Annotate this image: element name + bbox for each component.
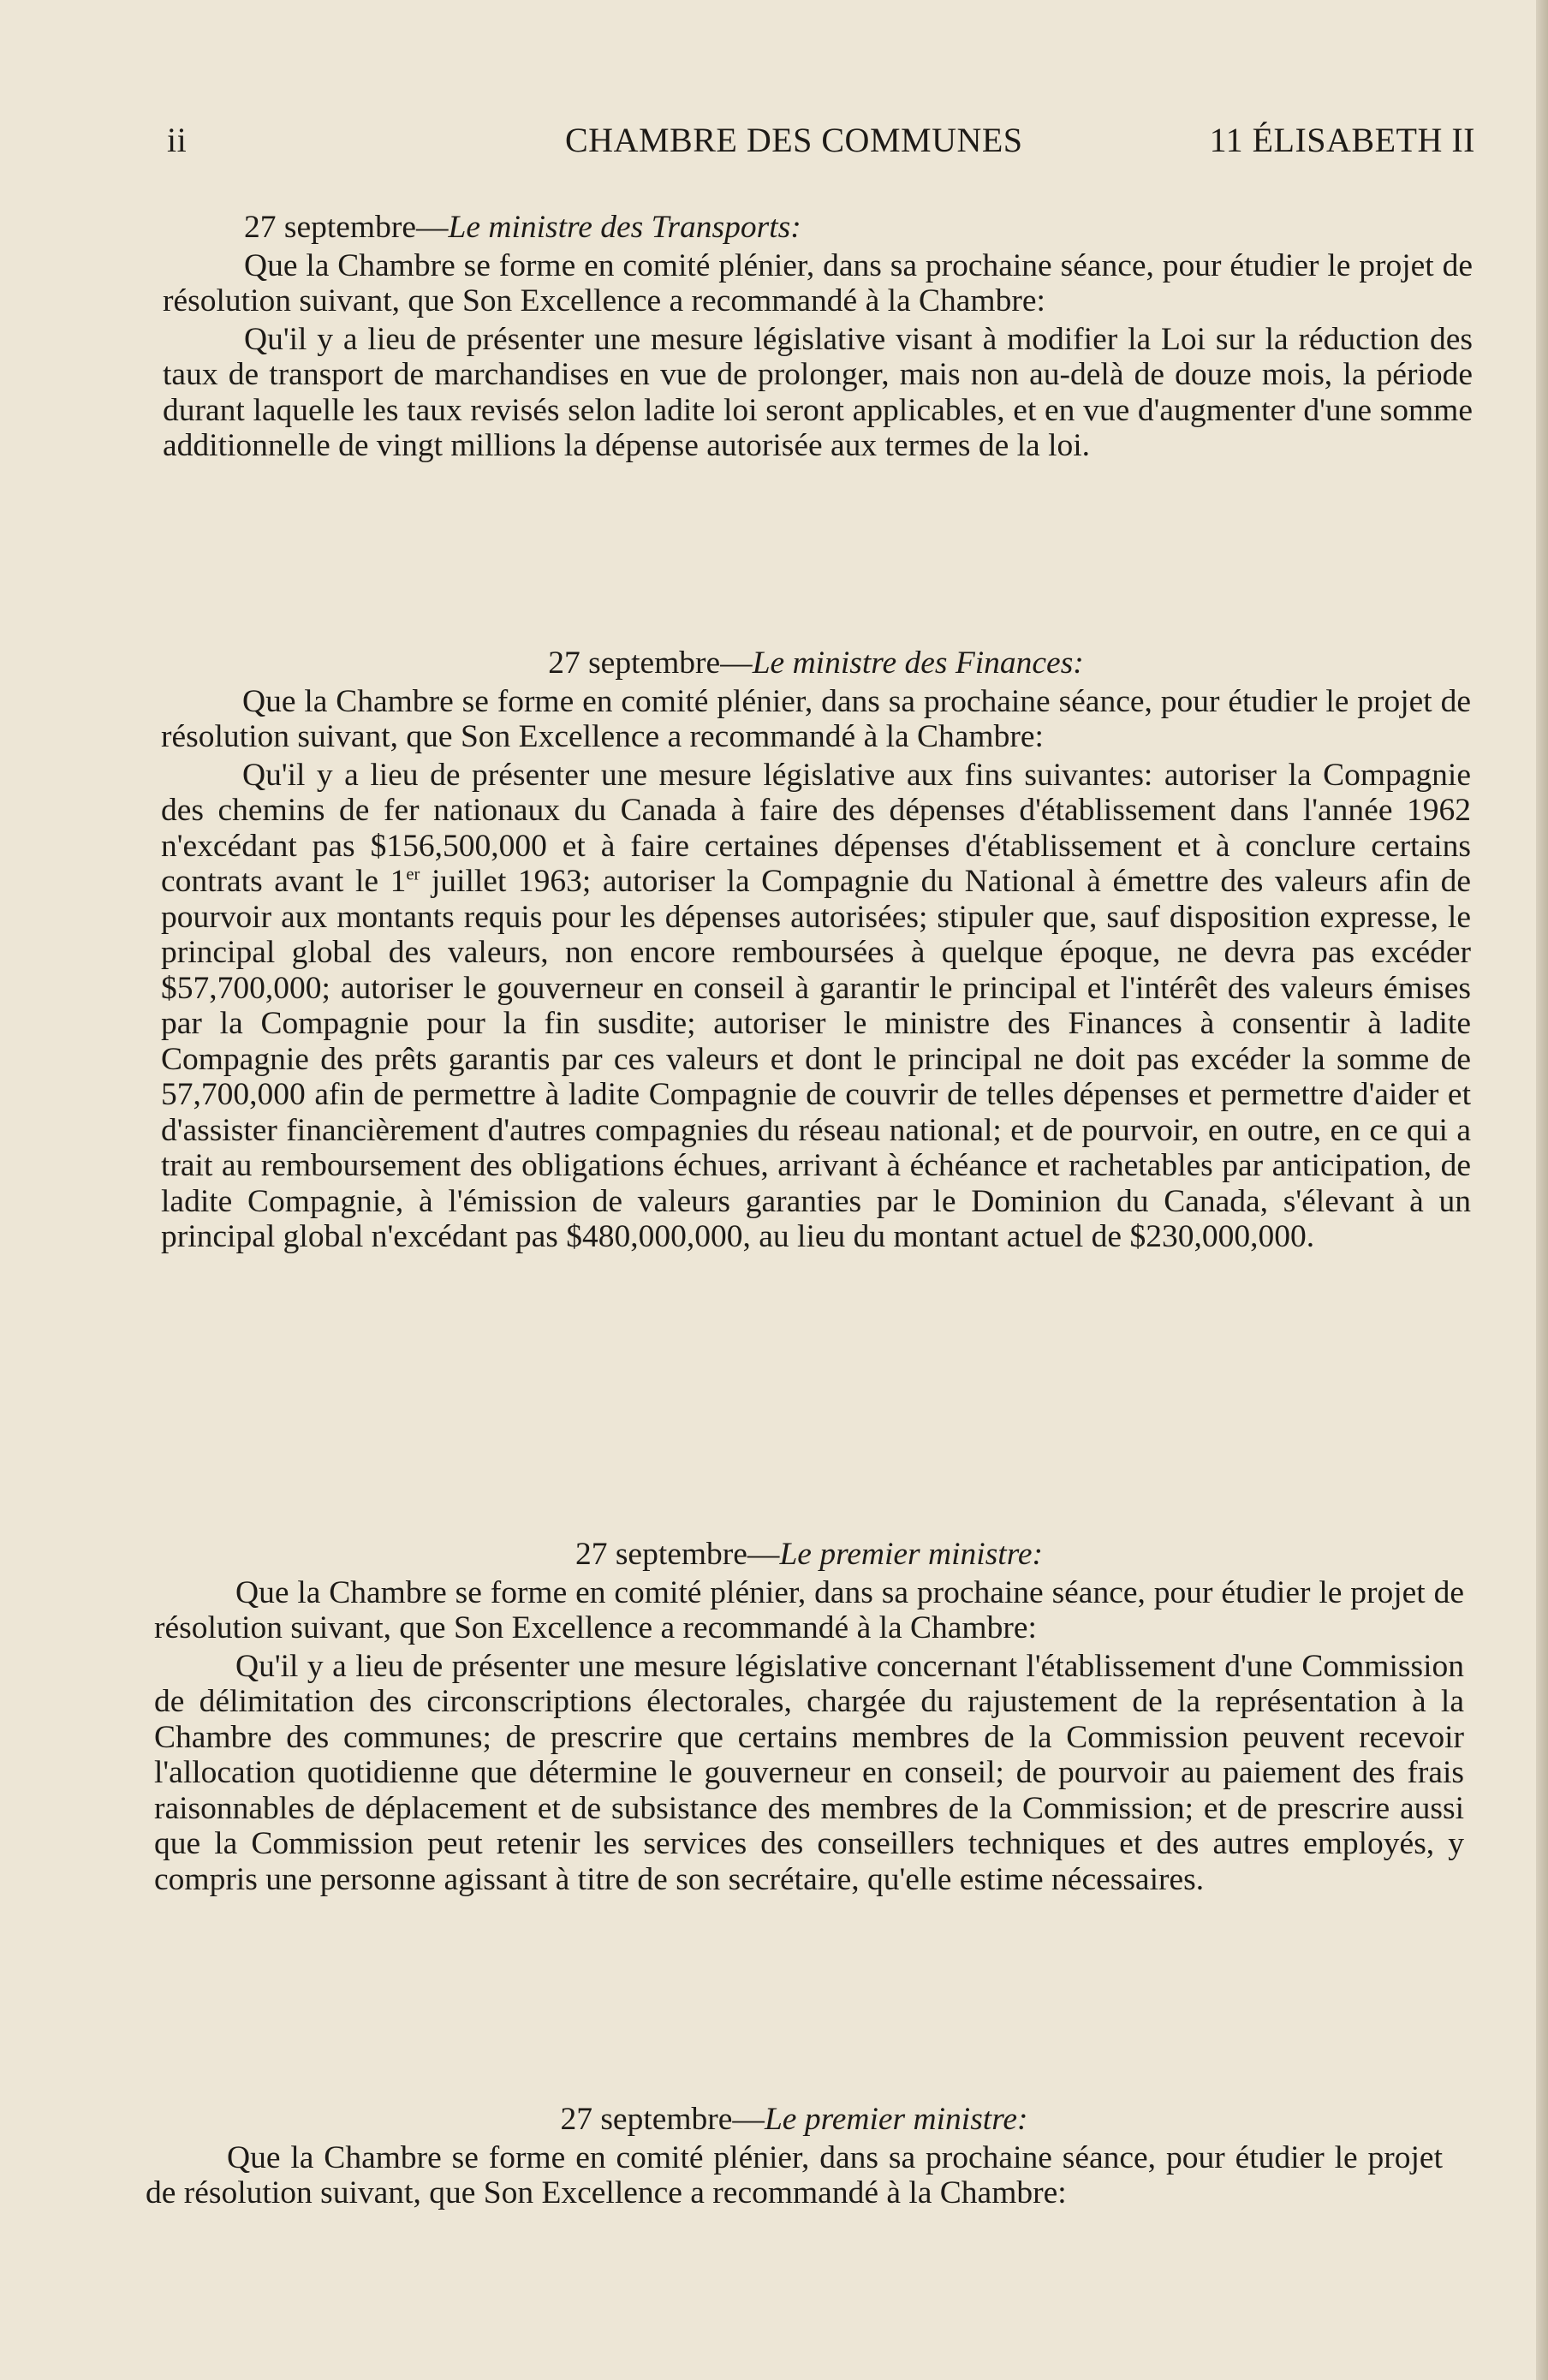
resolution-premier-ministre-2 xyxy=(146,2102,1443,2211)
header-reign: 11 ÉLISABETH II xyxy=(1209,121,1475,159)
resolution-heading xyxy=(163,210,1473,246)
ordinal-superscript: er xyxy=(406,865,420,884)
resolution-date: 27 septembre— xyxy=(548,646,753,681)
resolution-minister: Le ministre des Transports: xyxy=(448,210,801,245)
resolution-date: 27 septembre— xyxy=(244,210,449,245)
resolution-heading xyxy=(154,1537,1464,1573)
resolution-minister: Le ministre des Finances: xyxy=(752,646,1084,681)
resolution-body-part: juillet 1963; autoriser la Compagnie du National à émettre des valeurs afin de pourvoir aux montants requis pour les dépenses autorisées; stipuler que, sauf disposition expresse, le principal global des valeurs, non encore remboursées à quelque époque, ne devra pas excéder $57,700,000; autoriser le gouverneur en conseil à garantir le principal et l'intérêt des valeurs émises par la Compagnie pour la fin susdite; autoriser le ministre des Finances à consentir à ladite Compagnie des prêts garantis par ces valeurs et dont le principal ne doit pas excéder la somme de 57,700,000 afin de permettre à ladite Compagnie de couvrir de telles dépenses et permettre d'aider et d'assister financièrement d'autres compagnies du réseau national; et de pourvoir, en outre, en ce qui a trait au remboursement des obligations échues, arrivant à échéance et rachetables par anticipation, de ladite Compagnie, à l'émission de valeurs garanties par le Dominion du Canada, s'élevant à un principal global n'excédant pas $480,000,000, au lieu du montant actuel de $230,000,000. xyxy=(161,864,1471,1254)
resolution-minister: Le premier ministre: xyxy=(764,2102,1028,2137)
running-header xyxy=(167,120,1475,160)
resolution-finances xyxy=(161,646,1471,1255)
resolution-body-part: Qu'il y a lieu de présenter une mesure législative aux fins suivantes: autoriser la Compagnie des chemins de fer nationaux du Canada à faire des dépenses d'établissement dans l'année 1962 n'excédant pas $156,500,000 et à faire certaines dépenses d'établissement et à conclure certains contrats avant le 1 xyxy=(161,757,1471,899)
resolution-body: Qu'il y a lieu de présenter une mesure législative concernant l'établissement d'une Commission de délimitation des circonscriptions électorales, chargée du rajustement de la représentation à la Chambre des communes; de prescrire que certains membres de la Commission peuvent recevoir l'allocation quotidienne que détermine le gouverneur en conseil; de pourvoir au paiement des frais raisonnables de déplacement et de subsistance des membres de la Commission; et de prescrire aussi que la Commission peut retenir les services des conseillers techniques et des autres employés, y compris une personne agissant à titre de son secrétaire, qu'elle estime nécessaires. xyxy=(154,1648,1464,1897)
resolution-date: 27 septembre— xyxy=(575,1537,780,1572)
resolution-intro: Que la Chambre se forme en comité plénier, dans sa prochaine séance, pour étudier le projet de résolution suivant, que Son Excellence a recommandé à la Chambre: xyxy=(161,683,1471,754)
resolution-heading xyxy=(146,2102,1443,2138)
page-edge-shadow xyxy=(1536,0,1548,2380)
resolution-intro: Que la Chambre se forme en comité plénier, dans sa prochaine séance, pour étudier le projet de résolution suivant, que Son Excellence a recommandé à la Chambre: xyxy=(154,1574,1464,1645)
resolution-minister: Le premier ministre: xyxy=(779,1537,1044,1572)
resolution-body: Qu'il y a lieu de présenter une mesure législative visant à modifier la Loi sur la réduction des taux de transport de marchandises en vue de prolonger, mais non au-delà de douze mois, la période durant laquelle les taux revisés selon ladite loi seront applicables, et en vue d'augmenter d'une somme additionnelle de vingt millions la dépense autorisée aux termes de la loi. xyxy=(163,321,1473,463)
header-title: CHAMBRE DES COMMUNES xyxy=(565,121,1023,159)
resolution-premier-ministre-1 xyxy=(154,1537,1464,1897)
resolution-body xyxy=(161,758,1471,1255)
page-number: ii xyxy=(167,121,188,159)
resolution-intro: Que la Chambre se forme en comité plénier, dans sa prochaine séance, pour étudier le projet de résolution suivant, que Son Excellence a recommandé à la Chambre: xyxy=(163,247,1473,318)
resolution-date: 27 septembre— xyxy=(560,2102,765,2137)
resolution-transports xyxy=(163,210,1473,464)
resolution-intro: Que la Chambre se forme en comité plénier, dans sa prochaine séance, pour étudier le projet de résolution suivant, que Son Excellence a recommandé à la Chambre: xyxy=(146,2139,1443,2210)
resolution-heading xyxy=(161,646,1471,681)
